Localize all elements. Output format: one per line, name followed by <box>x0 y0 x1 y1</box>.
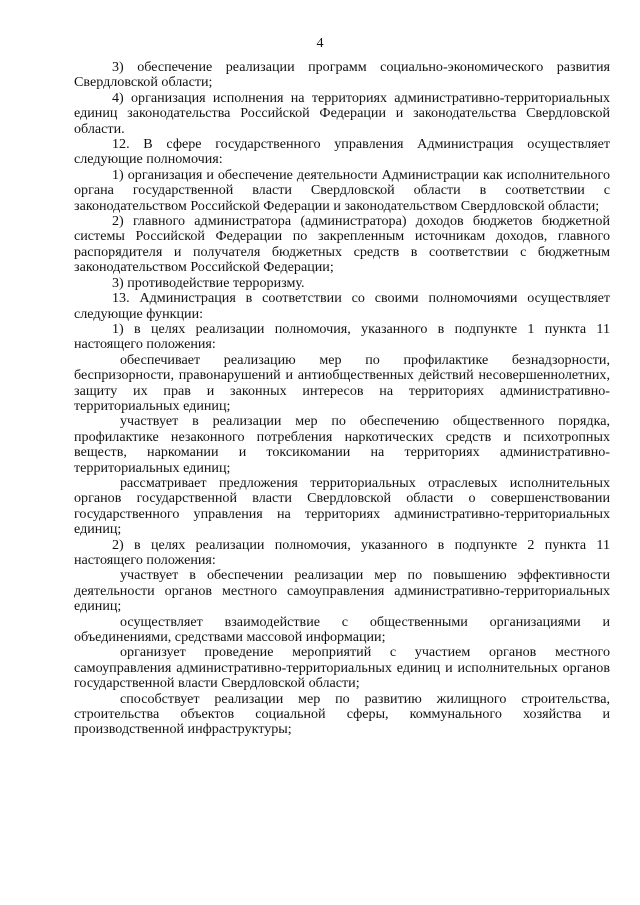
paragraph: участвует в реализации мер по обеспечению общественного порядка, профилактике незаконного потребления наркотических средств и психотропных веществ, наркомании и токсикомании на территориях административно-территориальных единиц; <box>74 413 610 476</box>
paragraph: рассматривает предложения территориальных отраслевых исполнительных органов государственной власти Свердловской области о совершенствовании государственного управления на территориях административно-территориальных единиц; <box>74 474 610 538</box>
paragraph: 2) главного администратора (администратора) доходов бюджетов бюджетной системы Российской Федерации по закрепленным источникам доходов, главного распорядителя и получателя бюджетных средств в соответствии с бюджетным законодательством Российской Федерации; <box>74 213 610 276</box>
paragraph: организует проведение мероприятий с участием органов местного самоуправления административно-территориальных единиц и исполнительных органов государственной власти Свердловской области; <box>74 644 610 692</box>
page-number: 4 <box>316 36 324 51</box>
paragraph: 1) в целях реализации полномочия, указанного в подпункте 1 пункта 11 настоящего положения: <box>74 320 610 353</box>
paragraph: 12. В сфере государственного управления Администрация осуществляет следующие полномочия: <box>74 136 610 168</box>
paragraph: участвует в обеспечении реализации мер по повышению эффективности деятельности органов местного самоуправления административно-территориальных единиц; <box>74 567 610 615</box>
paragraph: способствует реализации мер по развитию жилищного строительства, строительства объектов социальной сферы, коммунального хозяйства и производственной инфраструктуры; <box>74 690 610 738</box>
paragraph: 1) организация и обеспечение деятельности Администрации как исполнительного органа государственной власти Свердловской области в соответствии с законодательством Российской Федерации и законодательством Свердловской области; <box>74 166 610 214</box>
paragraph: 2) в целях реализации полномочия, указанного в подпункте 2 пункта 11 настоящего положения: <box>74 536 610 568</box>
document-body <box>74 60 610 738</box>
paragraph: 4) организация исполнения на территориях административно-территориальных единиц законодательства Российской Федерации и законодательства Свердловской области. <box>74 89 610 137</box>
paragraph: 3) противодействие терроризму. <box>112 274 305 291</box>
paragraph: 13. Администрация в соответствии со своими полномочиями осуществляет следующие функции: <box>74 290 610 322</box>
paragraph: обеспечивает реализацию мер по профилактике безнадзорности, беспризорности, правонарушений и антиобщественных действий несовершеннолетних, защиту их прав и законных интересов на территориях административно-территориальных единиц; <box>74 351 610 414</box>
paragraph: 3) обеспечение реализации программ социально-экономического развития Свердловской области; <box>74 59 610 91</box>
paragraph: осуществляет взаимодействие с общественными организациями и объединениями, средствами массовой информации; <box>74 613 610 646</box>
